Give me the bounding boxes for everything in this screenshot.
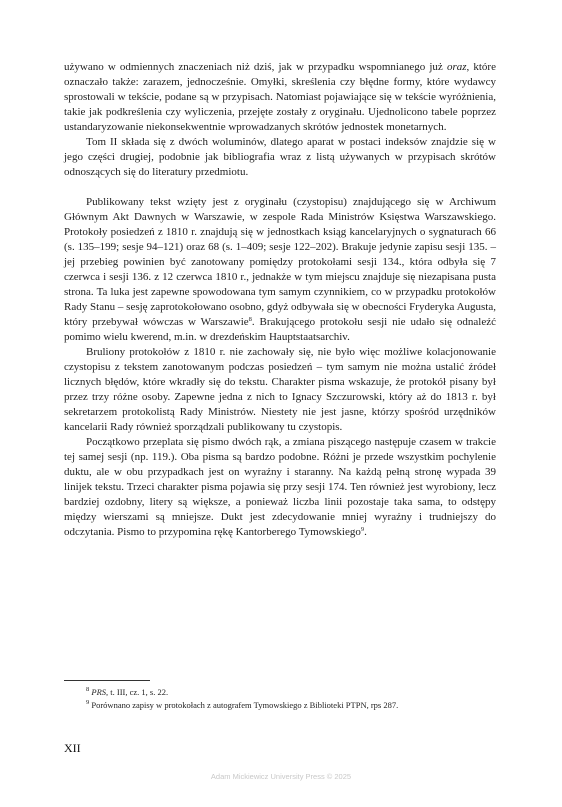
paragraph-text: Publikowany tekst wzięty jest z oryginału (czystopisu) znajdującego się w Archiwum Głównym Akt Dawnych w Warszawie, w zespole Rada Ministrów Księstwa Warszawskiego. Protokoły posiedzeń z 1810 r. znajdują się w jednostkach ksiąg kancelaryjnych o sygnaturach 66 (s. 135–199; sesje 94–121) oraz 68 (s. 1–409; sesje 122–202). Brakuje jedynie zapisu sesji 135. – jej przebieg powinien być zanotowany pomiędzy protokołami sesji 134., która odbyła się 7 czerwca i sesji 136. z 12 czerwca 1810 r., jednakże w tym miejscu znajduje się niezapisana pusta strona. Ta luka jest zapewne spowodowana tym samym czynnikiem, co w przypadku protokołów Rady Stanu – sesję zaprotokołowano osobno, gdyż odbywała się w obecności Fryderyka Augusta, który przebywał wówczas w Warszawie [64, 196, 496, 328]
paragraph-1 [64, 60, 496, 135]
footnote-ref-8[interactable]: 8 [248, 316, 252, 323]
footnote-divider [64, 680, 150, 681]
main-text [64, 60, 496, 540]
paragraph-3 [64, 195, 496, 345]
footnotes [64, 686, 496, 712]
paragraph-text: Początkowo przeplata się pismo dwóch rąk, a zmiana piszącego następuje czasem w trakcie tej samej sesji (np. 119.). Oba pisma są bardzo podobne. Różni je przede wszystkim pochylenie duktu, ale w obu przypadkach jest on wyraźny i staranny. Na każdą pełną stronę wypada 39 linijek tekstu. Trzeci charakter pisma pojawia się przy sesji 174. Ten również jest wyrobiony, lecz bardziej ozdobny, litery są większe, a ponieważ liczba linii pozostaje taka sama, to odstępy między wierszami są mniejsze. Dukt jest zdecydowanie mniej wyraźny i trudniejszy do odczytania. Pismo to przypomina rękę Kantorberego Tymowskiego [64, 436, 496, 538]
paragraph-text: używano w odmiennych znaczeniach niż dziś, jak w przypadku wspomnianego już [64, 61, 447, 73]
paragraph-text: , które oznaczało także: zarazem, jednocześnie. Omyłki, skreślenia czy błędne formy, które wydawcy sprostowali w tekście, podane są w przypisach. Natomiast pojawiające się w tekście wyróżnienia, takie jak podkreślenia czy wyliczenia, przejęte zostały z oryginału. Ujednolicono tabele poprzez ustandaryzowanie niekonsekwentnie wprowadzanych skrótów jednostek monetarnych. [64, 61, 496, 133]
paragraph-4 [64, 345, 496, 435]
footnote-number: 8 [86, 686, 90, 693]
paragraph-2 [64, 135, 496, 180]
paragraph-text: Bruliony protokołów z 1810 r. nie zachowały się, nie było więc możliwe kolacjonowanie czystopisu z tekstem zanotowanym podczas posiedzeń – tym samym nie można ustalić źródeł licznych błędów, które wkradły się do tekstu. Charakter pisma wskazuje, że protokół pisany był przez trzy różne osoby. Zapewne jedna z nich to Ignacy Szczurowski, który aż do 1813 r. był sekretarzem protokolistą Rady Ministrów. Niestety nie jest jasne, którzy spośród urzędników kancelarii Rady również sporządzali publikowany tu czystopis. [64, 346, 496, 433]
copyright-watermark: Adam Mickiewicz University Press © 2025 [210, 772, 352, 781]
page-number: XII [64, 741, 81, 755]
footnote-8 [64, 686, 496, 699]
footnote-ref-9[interactable]: 9 [360, 526, 365, 533]
footnote-abbrev: PRS [91, 687, 107, 697]
paragraph-5 [64, 435, 496, 540]
paragraph-text: Tom II składa się z dwóch woluminów, dlatego aparat w postaci indeksów znajdzie się w jego części drugiej, podobnie jak bibliografia wraz z listą używanych w przypisach skrótów odnoszących się do literatury przedmiotu. [64, 136, 496, 178]
footnote-text: Porównano zapisy w protokołach z autografem Tymowskiego z Biblioteki PTPN, rps 287. [91, 700, 399, 710]
paragraph-text: . Brakującego protokołu sesji nie udało się odnaleźć pomimo wielu kwerend, m.in. w drezdeńskim Hauptstaatsarchiv. [64, 316, 496, 343]
footnote-9 [64, 699, 496, 712]
italic-term: oraz [446, 61, 467, 73]
footnote-number: 9 [86, 699, 90, 706]
paragraph-text: . [364, 526, 367, 538]
footnote-text: , t. III, cz. 1, s. 22. [106, 687, 169, 697]
